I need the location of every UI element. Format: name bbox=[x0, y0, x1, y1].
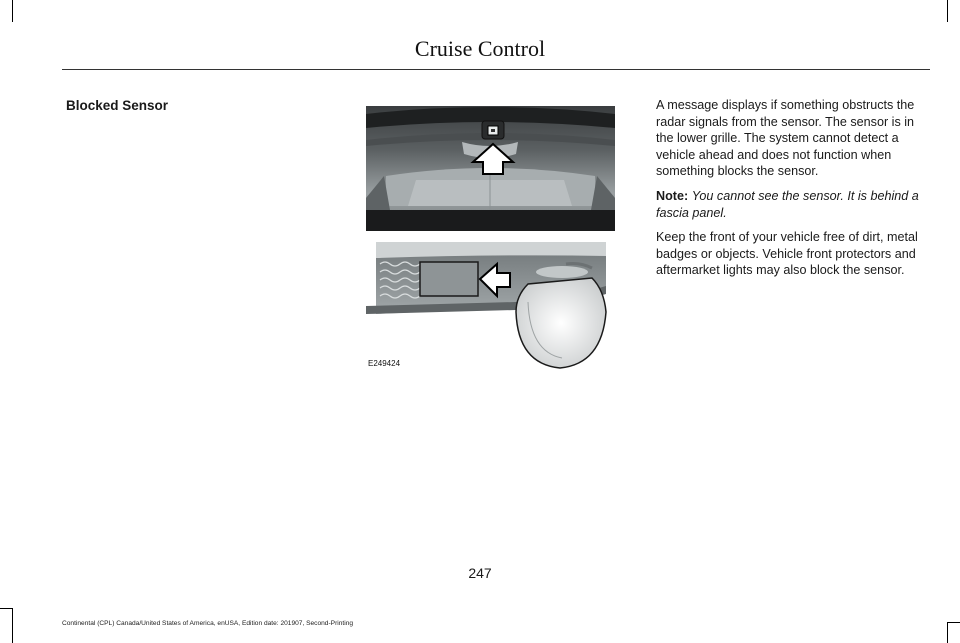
section-title: Cruise Control bbox=[414, 36, 546, 61]
note-label: Note: bbox=[656, 188, 689, 203]
crop-mark-bottom-left-horizontal bbox=[0, 608, 12, 609]
footer-edition-info: Continental (CPL) Canada/United States of America, enUSA, Edition date: 201907, Second-Printing bbox=[62, 620, 354, 627]
paragraph-obstruction-message: A message displays if something obstructs the radar signals from the sensor. The sensor is in the lower grille. The system cannot detect a vehicle ahead and does not function when something blocks the sensor. bbox=[656, 98, 915, 179]
page-number: 247 bbox=[468, 565, 492, 581]
body-text bbox=[656, 97, 932, 287]
crop-mark-top-right bbox=[947, 0, 948, 22]
tire bbox=[516, 278, 606, 368]
sensor-illustration bbox=[366, 106, 615, 372]
crop-mark-bottom-left bbox=[12, 608, 13, 643]
section-heading: Blocked Sensor bbox=[66, 98, 169, 113]
crop-mark-bottom-right-horizontal bbox=[948, 622, 960, 623]
crop-mark-top-left bbox=[12, 0, 13, 22]
sensor-location-figure bbox=[366, 106, 615, 372]
crop-mark-bottom-right bbox=[947, 622, 948, 643]
header-rule bbox=[62, 69, 930, 70]
note-text: You cannot see the sensor. It is behind a fascia panel. bbox=[656, 188, 919, 220]
paragraph-keep-front-clear: Keep the front of your vehicle free of dirt, metal badges or objects. Vehicle front protectors and aftermarket lights may also block the sensor. bbox=[656, 230, 918, 278]
note-paragraph bbox=[656, 188, 932, 221]
figure-id: E249424 bbox=[368, 359, 401, 368]
